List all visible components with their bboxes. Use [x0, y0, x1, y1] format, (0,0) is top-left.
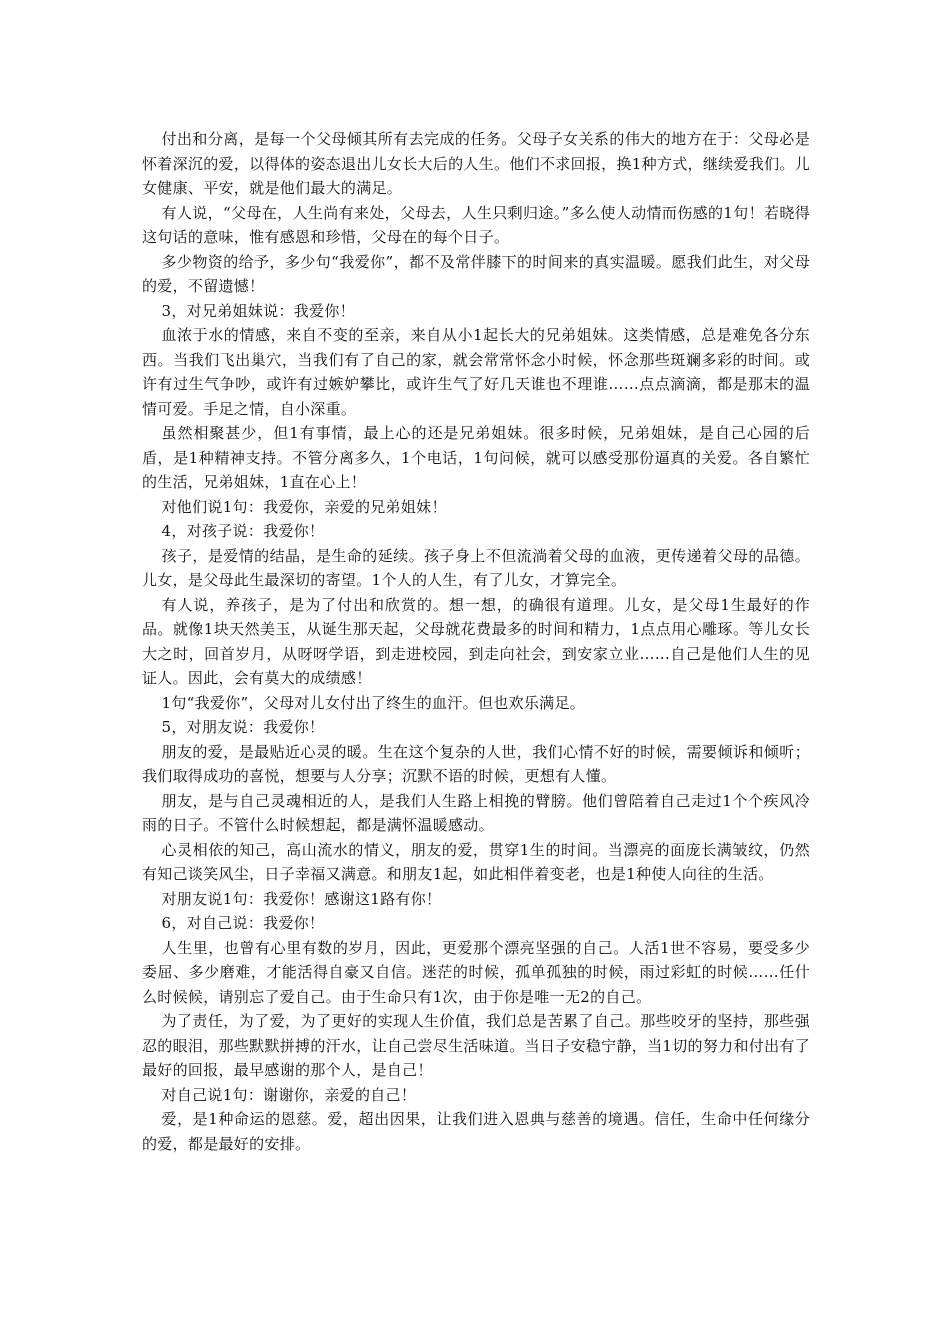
paragraph: 朋友，是与自己灵魂相近的人，是我们人生路上相挽的臂膀。他们曾陪着自己走过1个个疾风冷雨的日子。不管什么时候想起，都是满怀温暖感动。 [142, 791, 810, 834]
paragraph: 对他们说1句：我爱你，亲爱的兄弟姐妹！ [161, 497, 447, 516]
section-heading: 5，对朋友说：我爱你！ [161, 718, 325, 736]
section-heading: 6，对自己说：我爱你！ [161, 914, 325, 932]
paragraph: 血浓于水的情感，来自不变的至亲，来自从小1起长大的兄弟姐妹。这类情感，总是难免各分东西。当我们飞出巢穴，当我们有了自己的家，就会常常怀念小时候，怀念那些斑斓多彩的时间。或许有过生气争吵，或许有过嫉妒攀比，或许生气了好几天谁也不理谁……点点滴滴，都是那末的温情可爱。手足之情，自小深重。 [142, 326, 810, 418]
section-heading: 3，对兄弟姐妹说：我爱你！ [161, 301, 355, 320]
paragraph: 人生里，也曾有心里有数的岁月，因此，更爱那个漂亮坚强的自己。人活1世不容易，要受多少委屈、多少磨难，才能活得自豪又自信。迷茫的时候，孤单孤独的时候，雨过彩虹的时候……任什么时候候，请别忘了爱自己。由于生命只有1次，由于你是唯一无2的自己。 [142, 938, 810, 1006]
paragraph: 对朋友说1句：我爱你！感谢这1路有你！ [161, 889, 442, 908]
section-heading: 4，对孩子说：我爱你！ [161, 522, 325, 540]
paragraph: 多少物资的给予，多少句“我爱你”，都不及常伴膝下的时间来的真实温暖。愿我们此生，对父母的爱，不留遗憾！ [142, 252, 810, 295]
paragraph: 付出和分离，是每一个父母倾其所有去完成的任务。父母子女关系的伟大的地方在于：父母必是怀着深沉的爱，以得体的姿态退出儿女长大后的人生。他们不求回报，换1种方式，继续爱我们。儿女健康、平安，就是他们最大的满足。 [142, 130, 810, 197]
paragraph: 朋友的爱，是最贴近心灵的暖。生在这个复杂的人世，我们心情不好的时候，需要倾诉和倾听；我们取得成功的喜悦，想要与人分享；沉默不语的时候，更想有人懂。 [142, 742, 810, 785]
paragraph: 爱，是1种命运的恩慈。爱，超出因果，让我们进入恩典与慈善的境遇。信任，生命中任何缘分的爱，都是最好的安排。 [142, 1110, 810, 1153]
paragraph: 孩子，是爱情的结晶，是生命的延续。孩子身上不但流淌着父母的血液，更传递着父母的品德。儿女，是父母此生最深切的寄望。1个人的人生，有了儿女，才算完全。 [142, 546, 810, 589]
paragraph: 1句“我爱你”，父母对儿女付出了终生的血汗。但也欢乐满足。 [161, 693, 586, 712]
paragraph: 为了责任，为了爱，为了更好的实现人生价值，我们总是苦累了自己。那些咬牙的坚持，那些强忍的眼泪，那些默默拼搏的汗水，让自己尝尽生活味道。当日子安稳宁静，当1切的努力和付出有了最好的回报，最早感谢的那个人，是自己！ [142, 1012, 810, 1079]
paragraph: 虽然相聚甚少，但1有事情，最上心的还是兄弟姐妹。很多时候，兄弟姐妹，是自己心园的后盾，是1种精神支持。不管分离多久，1个电话，1句问候，就可以感受那份逼真的关爱。各自繁忙的生活，兄弟姐妹，1直在心上！ [142, 424, 810, 491]
paragraph: 有人说，“父母在，人生尚有来处，父母去，人生只剩归途。”多么使人动情而伤感的1句！若晓得这句话的意味，惟有感恩和珍惜，父母在的每个日子。 [142, 203, 810, 246]
paragraph: 对自己说1句：谢谢你，亲爱的自己！ [161, 1085, 417, 1104]
paragraph: 有人说，养孩子，是为了付出和欣赏的。想一想，的确很有道理。儿女，是父母1生最好的作品。就像1块天然美玉，从诞生那天起，父母就花费最多的时间和精力，1点点用心雕琢。等儿女长大之时，回首岁月，从呀呀学语，到走进校园，到走向社会，到安家立业……自己是他们人生的见证人。因此，会有莫大的成绩感！ [142, 595, 810, 687]
paragraph: 心灵相依的知己，高山流水的情义，朋友的爱，贯穿1生的时间。当漂亮的面庞长满皱纹，仍然有知己谈笑风尘，日子幸福又满意。和朋友1起，如此相伴着变老，也是1种使人向往的生活。 [142, 840, 810, 883]
document-body [142, 127, 810, 1156]
